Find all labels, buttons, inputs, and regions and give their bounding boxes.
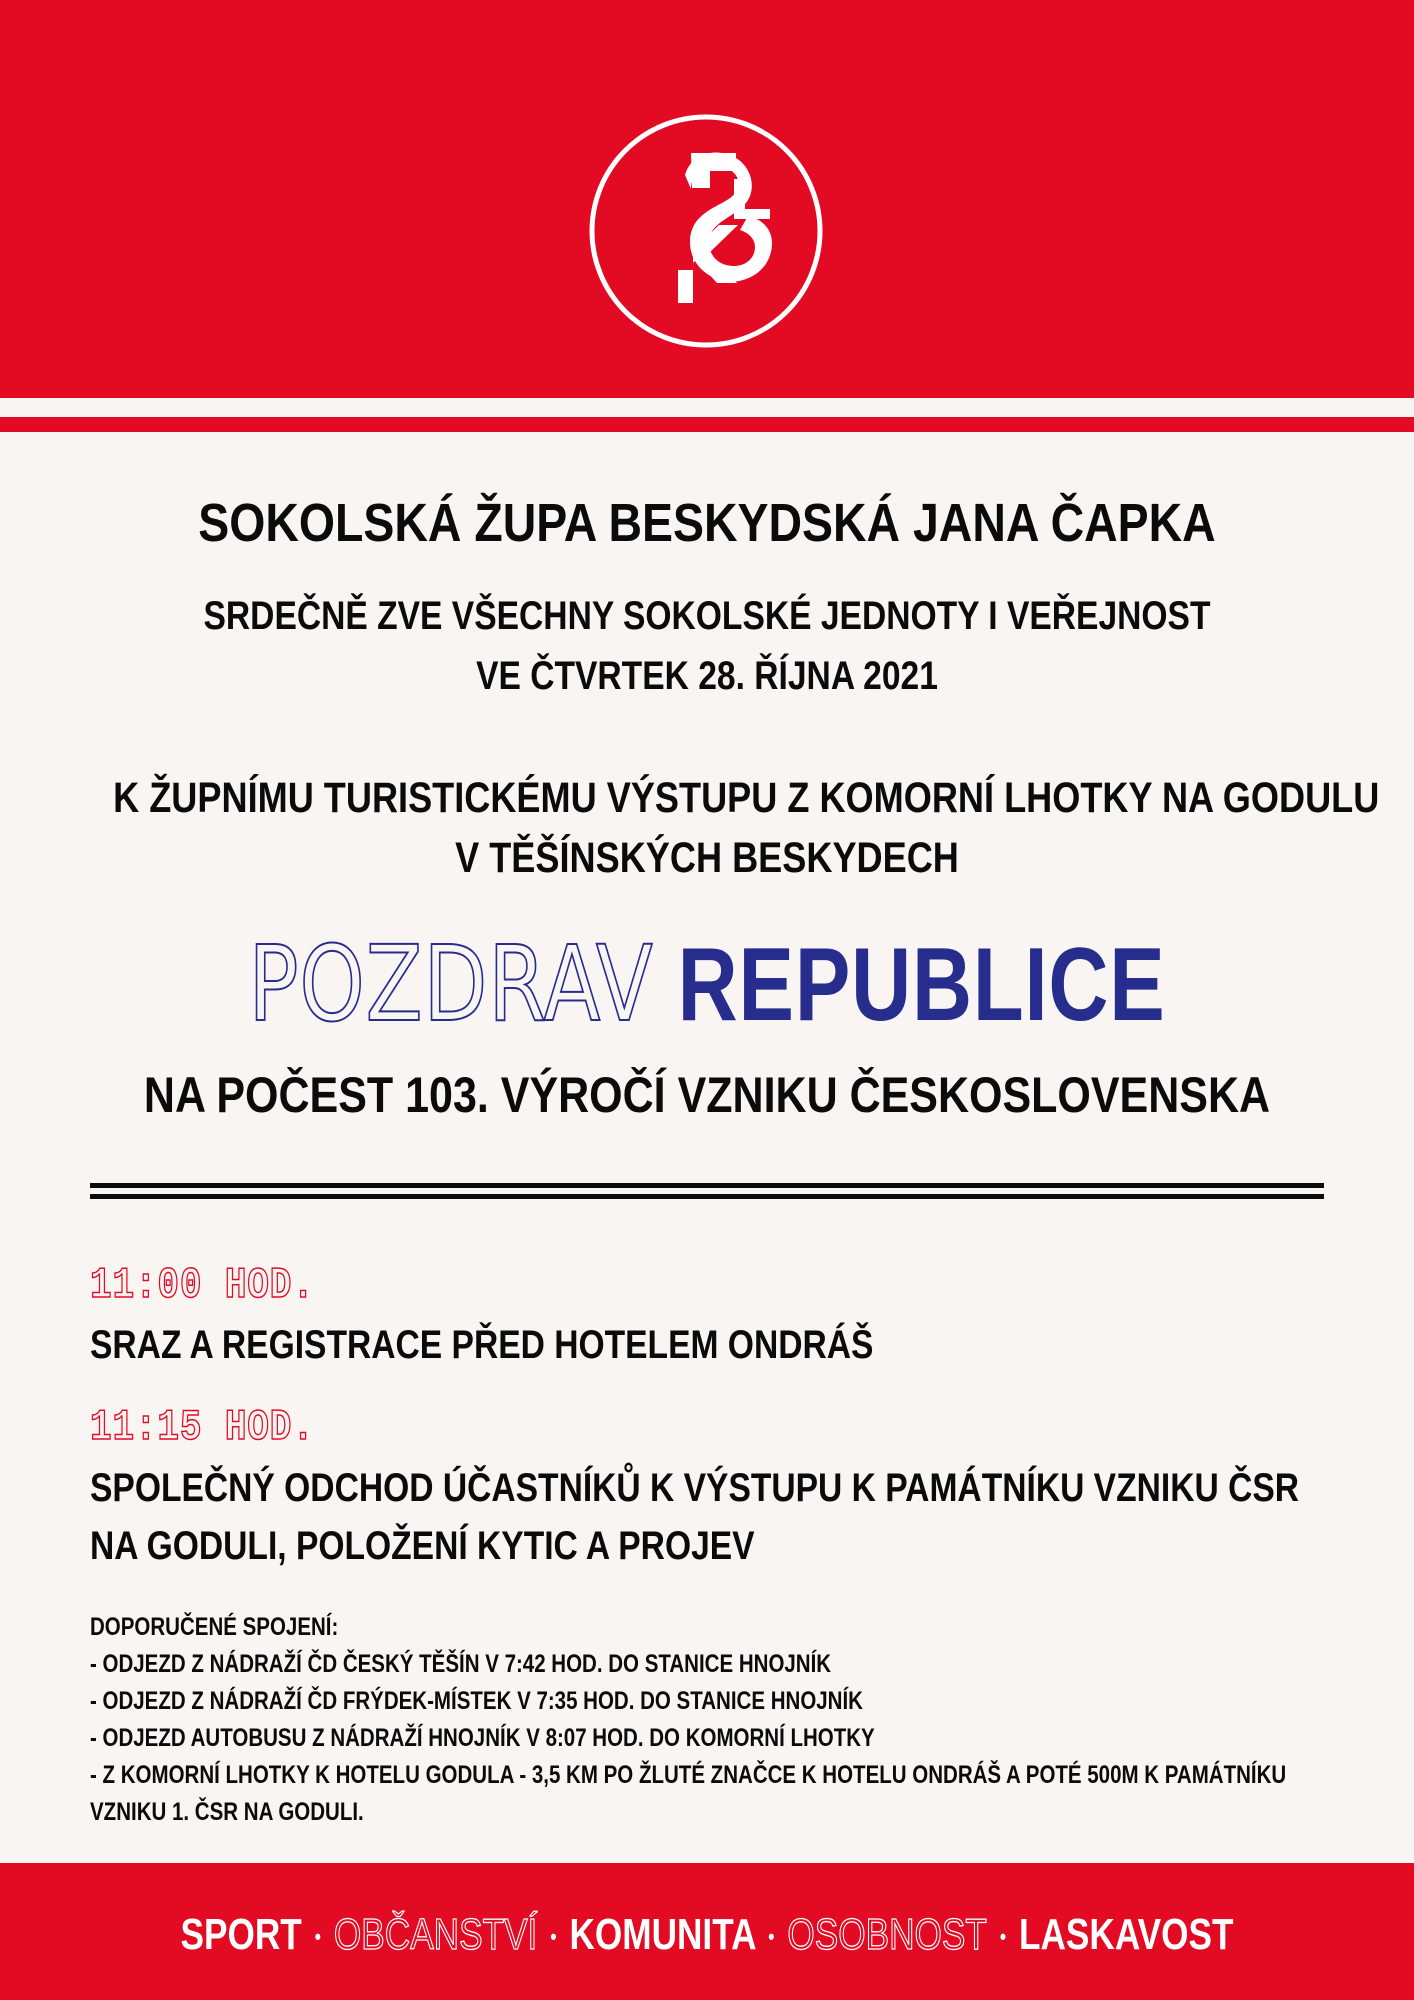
program-time-2: 11:15 HOD. [90,1403,315,1453]
program-text-2b: NA GODULI, POLOŽENÍ KYTIC A PROJEV [90,1524,755,1568]
motto-separator-1: • [314,1924,321,1950]
headline-outline-word: POZDRAV [248,923,654,1045]
motto-separator-3: • [768,1924,775,1950]
connection-item-4: - Z KOMORNÍ LHOTKY K HOTELU GODULA - 3,5 KM PO ŽLUTÉ ZNAČCE K HOTELU ONDRÁŠ A POTÉ 500M K PAMÁTNÍKU [90,1761,1287,1789]
headline-solid-word: REPUBLICE [677,927,1166,1043]
page-title: SOKOLSKÁ ŽUPA BESKYDSKÁ JANA ČAPKA [198,493,1216,553]
motto-separator-2: • [550,1924,557,1950]
footer-motto [141,1910,1272,1959]
motto-osobnost: OSOBNOST [787,1910,987,1959]
motto-sport: SPORT [180,1910,302,1959]
divider-top [90,1183,1324,1188]
anniversary-line: NA POČEST 103. VÝROČÍ VZNIKU ČESKOSLOVENSKA [143,1067,1271,1123]
motto-separator-4: • [999,1924,1007,1950]
invite-line-2: VE ČTVRTEK 28. ŘÍJNA 2021 [476,654,938,698]
program-text-1: SRAZ A REGISTRACE PŘED HOTELEM ONDRÁŠ [90,1323,874,1367]
connection-item-5: VZNIKU 1. ČSR NA GODULI. [90,1798,364,1826]
event-line-2: V TĚŠÍNSKÝCH BESKYDECH [455,834,959,882]
headline [141,923,1272,1045]
connection-item-1: - ODJEZD Z NÁDRAŽÍ ČD ČESKÝ TĚŠÍN V 7:42 HOD. DO STANICE HNOJNÍK [90,1650,832,1678]
connections-heading: DOPORUČENÉ SPOJENÍ: [90,1613,339,1641]
invite-line-1: SRDEČNĚ ZVE VŠECHNY SOKOLSKÉ JEDNOTY I VEŘEJNOST [203,594,1211,638]
program-text-2a: SPOLEČNÝ ODCHOD ÚČASTNÍKŮ K VÝSTUPU K PAMÁTNÍKU VZNIKU ČSR [90,1466,1300,1510]
event-line-1: K ŽUPNÍMU TURISTICKÉMU VÝSTUPU Z KOMORNÍ LHOTKY NA GODULU [113,774,1380,822]
sokol-logo-icon [588,113,824,349]
motto-komunita: KOMUNITA [569,1910,756,1959]
divider-bottom [90,1194,1324,1199]
motto-laskavost: LASKAVOST [1019,1910,1234,1959]
program-time-1: 11:00 HOD. [90,1261,315,1311]
header-stripe [0,417,1414,432]
connection-item-2: - ODJEZD Z NÁDRAŽÍ ČD FRÝDEK-MÍSTEK V 7:35 HOD. DO STANICE HNOJNÍK [90,1687,863,1715]
connection-item-3: - ODJEZD AUTOBUSU Z NÁDRAŽÍ HNOJNÍK V 8:07 HOD. DO KOMORNÍ LHOTKY [90,1724,875,1752]
motto-obcanstvi: OBČANSTVÍ [333,1910,538,1959]
